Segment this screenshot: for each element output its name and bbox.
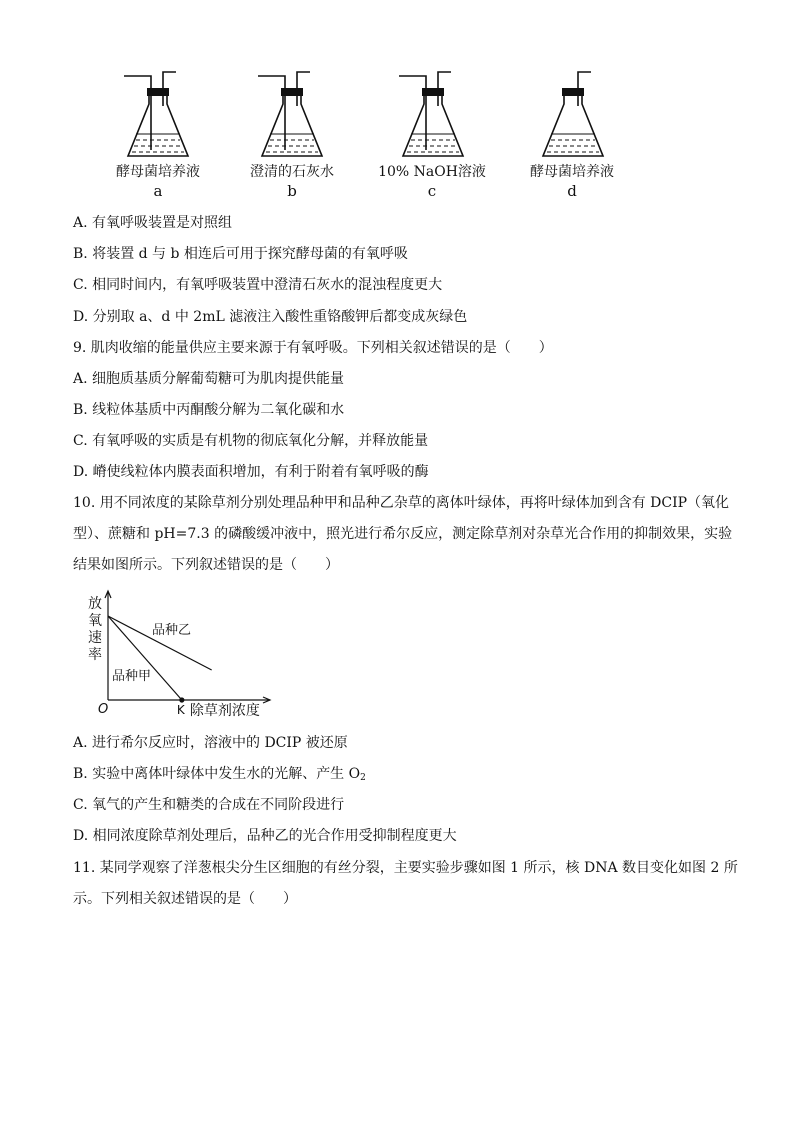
q11-stem-line-1: 11. 某同学观察了洋葱根尖分生区细胞的有丝分裂，主要实验步骤如图 1 所示，核 DNA 数目变化如图 2 所: [73, 860, 738, 876]
flask-c-letter: c: [427, 182, 437, 200]
q9-option-d: D. 嵴使线粒体内膜表面积增加，有利于附着有氧呼吸的酶: [73, 464, 429, 480]
y-axis-label-char: 率: [88, 647, 102, 663]
o2-subscript: 2: [360, 773, 366, 783]
flask-a-drawing: [118, 70, 198, 162]
flask-a-label: 酵母菌培养液: [116, 164, 200, 180]
q8-option-d: D. 分别取 a、d 中 2mL 滤液注入酸性重铬酸钾后都变成灰绿色: [73, 309, 468, 325]
q9-option-b: B. 线粒体基质中丙酮酸分解为二氧化碳和水: [73, 402, 345, 418]
flask-d-label: 酵母菌培养液: [530, 164, 614, 180]
flask-d-letter: d: [567, 182, 577, 200]
q10-stem-line-3: 结果如图所示。下列叙述错误的是（ ）: [73, 557, 339, 573]
q10-option-d: D. 相同浓度除草剂处理后，品种乙的光合作用受抑制程度更大: [73, 828, 457, 844]
flask-b-letter: b: [287, 182, 297, 200]
k-label: K: [176, 703, 185, 717]
series-label-1: 品种乙: [152, 623, 192, 638]
flask-c-drawing: [393, 70, 473, 162]
q9-stem: 9. 肌肉收缩的能量供应主要来源于有氧呼吸。下列相关叙述错误的是（ ）: [73, 340, 553, 356]
flask-b-drawing: [252, 70, 332, 162]
q10-option-b-text: B. 实验中离体叶绿体中发生水的光解、产生 O: [73, 766, 361, 782]
y-axis-label-char: 氧: [88, 613, 102, 629]
x-axis-label: 除草剂浓度: [189, 703, 260, 719]
series-label-2: 品种甲: [112, 669, 152, 684]
flask-a-letter: a: [153, 182, 163, 200]
q10-option-c: C. 氧气的产生和糖类的合成在不同阶段进行: [73, 797, 345, 813]
flask-c-label: 10% NaOH溶液: [378, 164, 486, 180]
y-axis-label-char: 速: [88, 630, 102, 646]
q9-option-a: A. 细胞质基质分解葡萄糖可为肌肉提供能量: [73, 371, 345, 387]
q10-option-a: A. 进行希尔反应时，溶液中的 DCIP 被还原: [73, 735, 348, 751]
q10-option-b: [73, 764, 366, 788]
q11-stem-line-2: 示。下列相关叙述错误的是（ ）: [73, 891, 297, 907]
y-axis-label-char: 放: [88, 596, 102, 612]
origin-label: O: [98, 702, 109, 717]
q9-option-c: C. 有氧呼吸的实质是有机物的彻底氧化分解，并释放能量: [73, 433, 429, 449]
q8-option-a: A. 有氧呼吸装置是对照组: [73, 215, 233, 231]
k-point: [179, 697, 184, 702]
herbicide-chart: [82, 588, 272, 724]
q10-stem-line-1: 10. 用不同浓度的某除草剂分别处理品种甲和品种乙杂草的离体叶绿体，再将叶绿体加到含有 DCIP（氧化: [73, 495, 730, 511]
q8-option-b: B. 将装置 d 与 b 相连后可用于探究酵母菌的有氧呼吸: [73, 246, 408, 262]
flask-d-drawing: [533, 70, 613, 162]
q8-option-c: C. 相同时间内，有氧呼吸装置中澄清石灰水的混浊程度更大: [73, 277, 443, 293]
q10-stem-line-2: 型）、蔗糖和 pH=7.3 的磷酸缓冲液中，照光进行希尔反应，测定除草剂对杂草光合作用的抑制效果，实验: [73, 526, 733, 542]
flask-b-label: 澄清的石灰水: [250, 164, 334, 180]
